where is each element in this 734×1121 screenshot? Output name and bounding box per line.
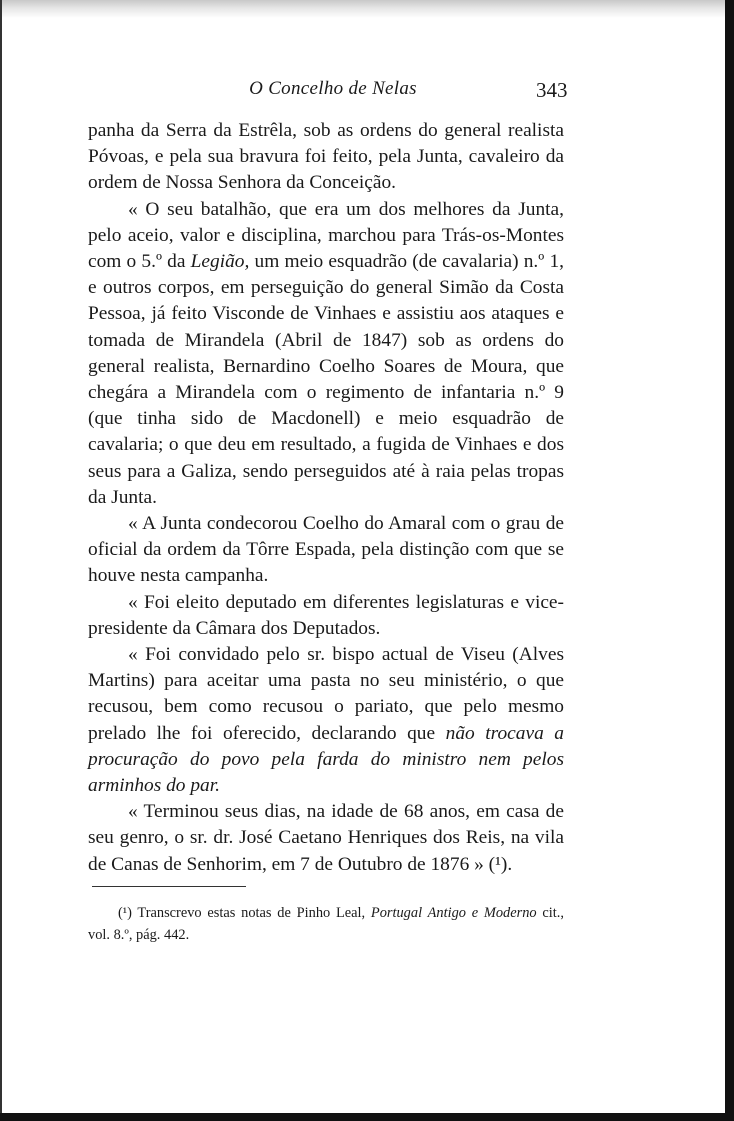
paragraph (88, 799, 564, 878)
paragraph (88, 197, 564, 511)
text-run: « Terminou seus dias, na idade de 68 anos, em casa de seu genro, o sr. dr. José Caetano Henriques dos Reis, na vila de Canas de Senhorim, em 7 de Outubro de 1876 » (¹). (88, 801, 564, 875)
text-run: « Foi convidado pelo sr. bispo actual de Viseu (Alves Martins) para aceitar uma pasta no seu ministério, o que recusou, bem como recusou o pariato, que pelo mesmo prelado lhe foi oferecido, declarando que (88, 644, 564, 744)
page-edge-bottom (0, 1113, 734, 1121)
italic-text: Portugal Antigo e Moderno (370, 905, 537, 921)
paragraph (88, 511, 564, 590)
paragraph (88, 590, 564, 642)
body-text (88, 118, 564, 878)
page-edge-left (0, 0, 2, 1121)
page-edge-right (725, 0, 734, 1121)
paragraph (88, 642, 564, 799)
page-header (0, 74, 734, 104)
paragraph (88, 118, 564, 197)
italic-text: Legião, (190, 251, 250, 273)
text-run: um meio esquadrão (de cavalaria) n.º 1, e outros corpos, em perseguição do general Simão da Costa Pessoa, já feito Visconde de Vinhaes e assistiu aos ataques e tomada de Mirandela (Abril de 1847) sob as ordens do general realista, Bernardino Coelho Soares de Moura, que chegára a Mirandela com o regimento de infantaria n.º 9 (que tinha sido de Macdonell) e meio esquadrão de cavalaria; o que deu em resultado, a fugida de Vinhaes e dos seus para a Galiza, sendo perseguidos até à raia pelas tropas da Junta. (88, 251, 564, 508)
footnote-divider (92, 886, 246, 887)
text-run: « O seu batalhão, que era um dos melhores da Junta, pelo aceio, valor e disciplina, marchou para Trás-os-Montes com o 5.º da (88, 198, 564, 273)
scan-shadow-top (0, 0, 725, 18)
text-run: « Foi eleito deputado em diferentes legislaturas e vice-presidente da Câmara dos Deputados. (88, 591, 564, 639)
running-head: O Concelho de Nelas (249, 78, 417, 99)
text-run: cit., vol. 8.º, pág. 442. (88, 905, 564, 943)
footnote (88, 902, 564, 946)
page-number: 343 (536, 78, 568, 102)
text-run: (¹) Transcrevo estas notas de Pinho Leal, (118, 905, 371, 921)
italic-text: não trocava a procuração do povo pela farda do ministro nem pelos arminhos do par. (88, 722, 564, 797)
text-run: « A Junta condecorou Coelho do Amaral com o grau de oficial da ordem da Tôrre Espada, pela distinção com que se houve nesta campanha. (88, 513, 564, 587)
text-run: panha da Serra da Estrêla, sob as ordens do general realista Póvoas, e pela sua bravura foi feito, pela Junta, cavaleiro da ordem de Nossa Senhora da Conceição. (88, 120, 564, 194)
